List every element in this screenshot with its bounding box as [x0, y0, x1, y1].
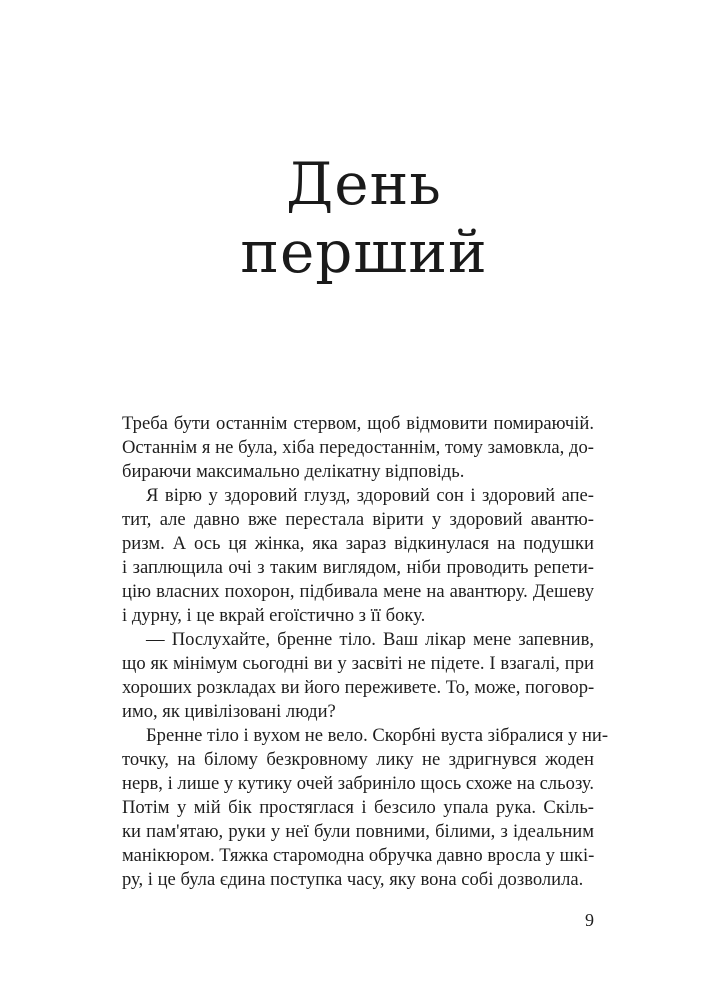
- text-line: ризм. А ось ця жінка, яка зараз відкинулася на подушки: [122, 533, 594, 554]
- text-line: що як мінімум сьогодні ви у засвіті не підете. І взагалі, при: [122, 653, 594, 674]
- text-line: ки пам'ятаю, руки у неї були повними, білими, з ідеальним: [122, 821, 594, 842]
- chapter-title-line-2: перший: [240, 218, 488, 286]
- text-line: Потім у мій бік простяглася і безсило упала рука. Скіль-: [122, 797, 594, 818]
- chapter-title-line-1: День: [286, 150, 442, 218]
- text-line: бираючи максимально делікатну відповідь.: [122, 461, 465, 482]
- page-number: 9: [585, 910, 594, 930]
- text-line: манікюром. Тяжка старомодна обручка давно вросла у шкі-: [122, 845, 595, 866]
- chapter-title: [0, 150, 728, 286]
- text-line: Бренне тіло і вухом не вело. Скорбні вуста зібралися у ни-: [146, 725, 609, 746]
- text-line: нерв, і лише у кутику очей забриніло щось схоже на сльозу.: [122, 773, 594, 794]
- text-line: ру, і це була єдина поступка часу, яку вона собі дозволила.: [122, 869, 584, 890]
- text-line: Треба бути останнім стервом, щоб відмовити помираючій.: [122, 413, 594, 434]
- text-line: имо, як цивілізовані люди?: [122, 701, 336, 722]
- text-line: цію власних похорон, підбивала мене на авантюру. Дешеву: [122, 581, 594, 602]
- text-line: — Послухайте, бренне тіло. Ваш лікар мене запевнив,: [146, 629, 594, 650]
- text-line: тит, але давно вже перестала вірити у здоровий авантю-: [122, 509, 594, 530]
- chapter-body-text: [122, 412, 609, 892]
- text-line: точку, на білому безкровному лику не здригнувся жоден: [122, 749, 594, 770]
- text-line: Я вірю у здоровий глузд, здоровий сон і здоровий апе-: [146, 485, 594, 506]
- text-line: хороших розкладах ви його переживете. То, може, поговор-: [122, 677, 595, 698]
- text-line: Останнім я не була, хіба передостаннім, тому замовкла, до-: [122, 437, 594, 458]
- text-line: і заплющила очі з таким виглядом, ніби проводить репети-: [122, 557, 594, 578]
- text-line: і дурну, і це вкрай егоїстично з її боку.: [122, 605, 426, 626]
